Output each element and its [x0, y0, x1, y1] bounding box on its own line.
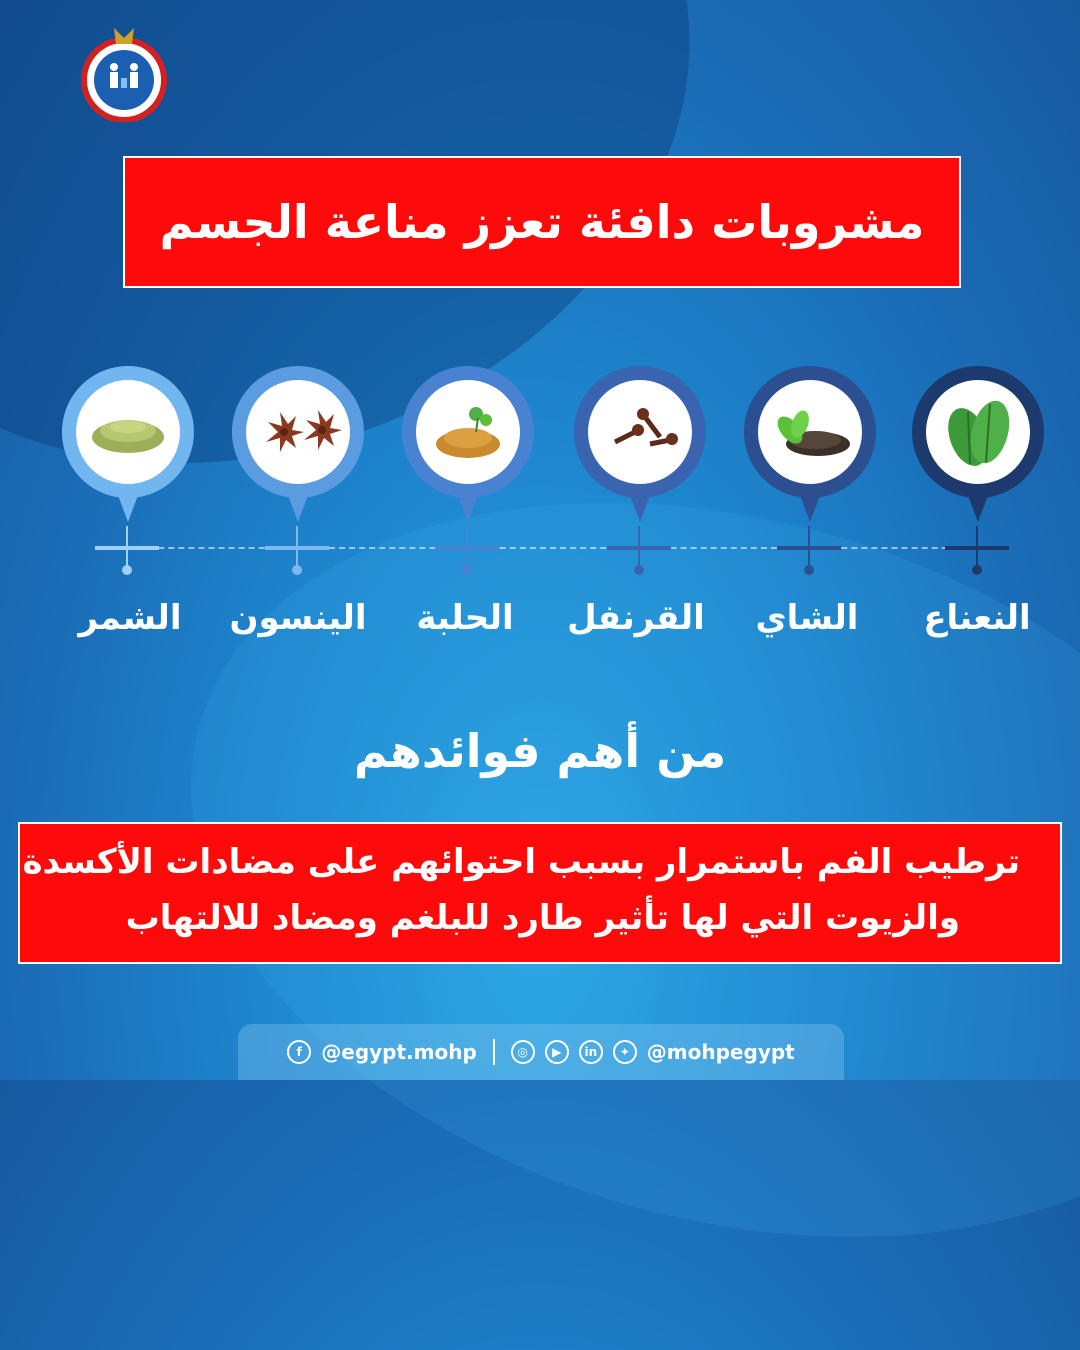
drink-label-fenugreek: الحلبة [416, 598, 514, 638]
linkedin-icon[interactable]: in [579, 1040, 603, 1064]
social-handle[interactable]: @mohpegypt [646, 1040, 795, 1064]
twitter-icon[interactable]: ✦ [613, 1040, 637, 1064]
facebook-icon[interactable]: f [287, 1040, 311, 1064]
timeline-dot [972, 565, 982, 575]
drink-label-tea: الشاي [755, 598, 859, 638]
timeline-dot [634, 565, 644, 575]
drink-label-anise: الينسون [229, 598, 367, 638]
ministry-logo [74, 22, 174, 122]
tea-leaves-icon [760, 382, 860, 482]
timeline-dashed-line [98, 547, 1008, 551]
page-title: مشروبات دافئة تعزز مناعة الجسم [159, 195, 925, 249]
pin-star-anise [228, 362, 368, 527]
cloves-icon [590, 382, 690, 482]
timeline-segment [945, 546, 1009, 550]
star-anise-icon [248, 382, 348, 482]
fennel-seeds-icon [78, 382, 178, 482]
timeline-segment [607, 546, 671, 550]
pin-mint [908, 362, 1048, 527]
timeline-dot [122, 565, 132, 575]
drink-label-cloves: القرنفل [567, 598, 705, 638]
timeline-segment [777, 546, 841, 550]
instagram-icon[interactable]: ◎ [511, 1040, 535, 1064]
pin-fennel [58, 362, 198, 527]
pin-tea [740, 362, 880, 527]
youtube-icon[interactable]: ▶ [545, 1040, 569, 1064]
pin-fenugreek [398, 362, 538, 527]
timeline-dot [804, 565, 814, 575]
drink-label-fennel: الشمر [78, 598, 182, 638]
ministry-of-health-logo-icon [74, 22, 174, 122]
drink-label-mint: النعناع [923, 598, 1031, 638]
timeline-dot [292, 565, 302, 575]
mint-leaves-icon [928, 382, 1028, 482]
pin-cloves [570, 362, 710, 527]
timeline-segment [435, 546, 499, 550]
benefit-line-2: والزيوت التي لها تأثير طارد للبلغم ومضاد للالتهاب [125, 898, 960, 938]
social-footer [238, 1024, 844, 1080]
fenugreek-icon [418, 382, 518, 482]
benefit-line-1: ترطيب الفم باستمرار بسبب احتوائهم على مضادات الأكسدة [22, 842, 1020, 882]
footer-divider [493, 1039, 495, 1065]
benefits-banner [18, 822, 1062, 964]
timeline-segment [95, 546, 159, 550]
facebook-handle[interactable]: @egypt.mohp [321, 1040, 477, 1064]
timeline-dot [462, 565, 472, 575]
title-banner [123, 156, 961, 288]
benefits-heading: من أهم فوائدهم [353, 724, 727, 778]
timeline-segment [265, 546, 329, 550]
